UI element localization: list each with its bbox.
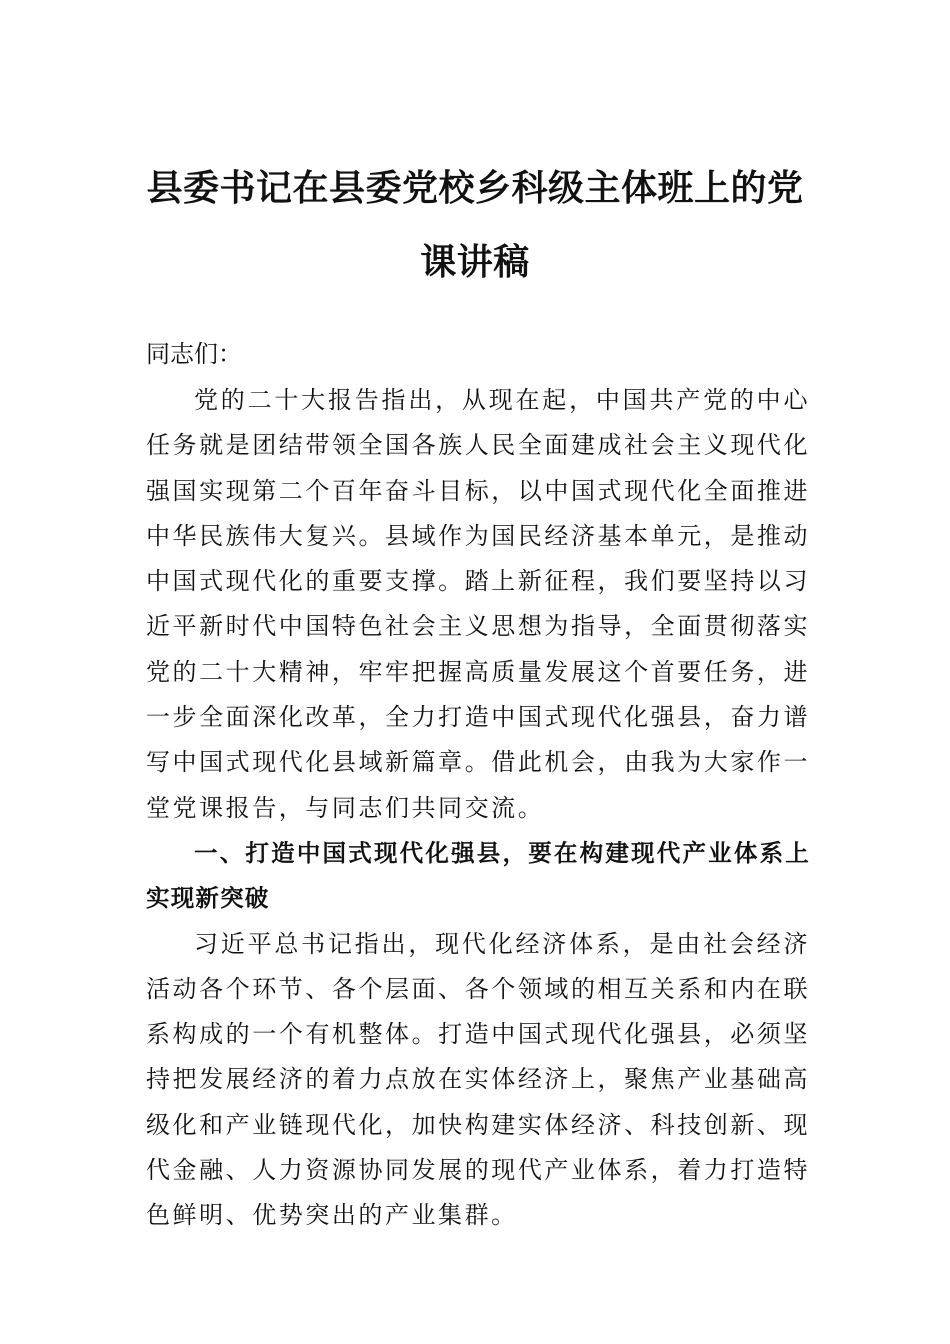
- document-title: [140, 152, 810, 300]
- section-heading-1: 一、打造中国式现代化强县，要在构建现代产业体系上实现新突破: [146, 838, 810, 913]
- document-title-line-2: 课讲稿: [420, 242, 530, 283]
- document-title-line-1: 县委书记在县委党校乡科级主体班上的党: [146, 168, 804, 209]
- salutation: 同志们：: [146, 340, 242, 368]
- document-body: [146, 333, 810, 1239]
- paragraph-section-1: 习近平总书记指出，现代化经济体系，是由社会经济活动各个环节、各个层面、各个领域的相互关系和内在联系构成的一个有机整体。打造中国式现代化强县，必须坚持把发展经济的着力点放在实体经济上，聚焦产业基础高级化和产业链现代化，加快构建实体经济、科技创新、现代金融、人力资源协同发展的现代产业体系，着力打造特色鲜明、优势突出的产业集群。: [146, 929, 810, 1230]
- paragraph-intro: 党的二十大报告指出，从现在起，中国共产党的中心任务就是团结带领全国各族人民全面建成社会主义现代化强国实现第二个百年奋斗目标，以中国式现代化全面推进中华民族伟大复兴。县域作为国民经济基本单元，是推动中国式现代化的重要支撑。踏上新征程，我们要坚持以习近平新时代中国特色社会主义思想为指导，全面贯彻落实党的二十大精神，牢牢把握高质量发展这个首要任务，进一步全面深化改革，全力打造中国式现代化强县，奋力谱写中国式现代化县域新篇章。借此机会，由我为大家作一堂党课报告，与同志们共同交流。: [146, 386, 810, 822]
